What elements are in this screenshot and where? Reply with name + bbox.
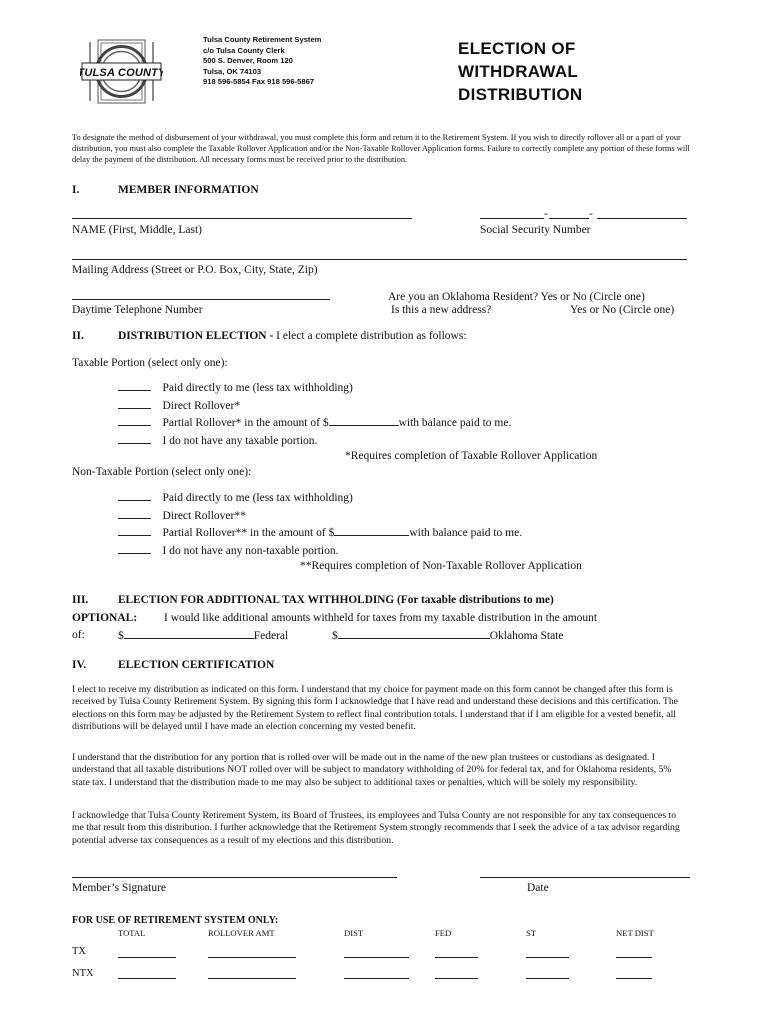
optional-label: OPTIONAL:: [72, 612, 138, 624]
taxable-option-blank[interactable]: [118, 416, 151, 426]
nontaxable-option-blank[interactable]: [118, 491, 151, 501]
nontaxable-option-blank[interactable]: [118, 509, 151, 519]
office-cell[interactable]: [344, 957, 409, 958]
mailing-address-field[interactable]: [72, 259, 687, 260]
phone-label: Daytime Telephone Number: [72, 304, 203, 316]
address-line: c/o Tulsa County Clerk: [203, 45, 285, 55]
nontaxable-heading: Non-Taxable Portion (select only one):: [72, 466, 252, 478]
of-label: of:: [72, 629, 85, 641]
address-line: Tulsa, OK 74103: [203, 66, 262, 76]
ssn-dash: -: [589, 208, 593, 220]
federal-amount-field[interactable]: [124, 629, 254, 639]
office-col-header: FED: [435, 928, 452, 938]
ssn-field-part2[interactable]: [549, 218, 589, 219]
name-field[interactable]: [72, 218, 412, 219]
certification-paragraph-3: I acknowledge that Tulsa County Retirement System, its Board of Trustees, its employees and Tulsa County are not responsible for any tax consequences to me that result from this distribution. I further acknowledge that the Retirement System strongly recommends that I seek the advice of a tax advisor regarding potential adverse tax consequences as a result of my elections and this distribution.: [72, 810, 680, 846]
nontaxable-option-blank[interactable]: [118, 544, 151, 554]
section-2-heading: [118, 330, 467, 342]
taxable-option-blank[interactable]: [118, 381, 151, 391]
taxable-option[interactable]: [118, 398, 511, 416]
certification-paragraph-2: I understand that the distribution for any portion that is rolled over will be made out in the name of the new plan trustees or custodians as designated. I understand that all taxable distributions NOT rolled over will be subject to mandatory withholding of 20% for federal tax, and for Oklahoma residents, 5% state tax. I understand that the distribution made to me may also be subject to additional taxes or penalties, which will be solely my responsibility.: [72, 752, 672, 788]
state-dollar-sign: $: [332, 630, 338, 642]
office-cell[interactable]: [435, 957, 478, 958]
nontaxable-note: **Requires completion of Non-Taxable Rollover Application: [300, 560, 582, 572]
office-col-header: TOTAL: [118, 928, 146, 938]
logo-text: TULSA COUNTY: [80, 67, 163, 79]
office-cell[interactable]: [208, 957, 296, 958]
form-title: [458, 37, 582, 106]
mailing-address-label: Mailing Address (Street or P.O. Box, City, State, Zip): [72, 264, 318, 276]
federal-dollar-sign: $: [118, 630, 124, 642]
section-2-number: II.: [72, 330, 84, 342]
ssn-field-part1[interactable]: [480, 218, 544, 219]
office-row-label: TX: [72, 946, 86, 957]
office-col-header: ROLLOVER AMT: [208, 928, 275, 938]
office-cell[interactable]: [526, 957, 569, 958]
taxable-note: *Requires completion of Taxable Rollover Application: [345, 450, 598, 462]
certification-paragraph-1: I elect to receive my distribution as indicated on this form. I understand that my choice for payment made on this form cannot be changed after this form is received by Tulsa County Retirement System. By signing this form I acknowledge that I have read and understand these decisions and this certification. The elections on this form may be adjusted by the Retirement System to reflect final contribution totals. I understand that if I am eligible for a vested benefit, all distributions will be delayed until I have made an election concerning my vested benefit.: [72, 684, 678, 732]
taxable-option-label: I do not have any taxable portion.: [162, 434, 318, 447]
office-cell[interactable]: [616, 957, 652, 958]
intro-paragraph: To designate the method of disbursement of your withdrawal, you must complete this form and return it to the Retirement System. If you wish to directly rollover all or a part of your distribution, you must also complete the Taxable Rollover Application and/or the Non-Taxable Rollover Application forms. Failure to correctly complete any portion of these forms will delay the payment of the distribution. All necessary forms must be received prior to the distribution.: [72, 133, 690, 165]
address-line: 500 S. Denver, Room 120: [203, 56, 293, 65]
nontaxable-partial-amount-field[interactable]: [334, 526, 409, 536]
federal-label: Federal: [253, 630, 289, 642]
nontaxable-option[interactable]: [118, 543, 522, 561]
title-line: WITHDRAWAL: [458, 62, 579, 81]
taxable-option-blank[interactable]: [118, 434, 151, 444]
new-address-answer[interactable]: Yes or No (Circle one): [570, 304, 675, 316]
nontaxable-partial-tail: with balance paid to me.: [409, 527, 523, 539]
section-3-number: III.: [72, 594, 89, 606]
section-2-title: DISTRIBUTION ELECTION -: [118, 330, 277, 342]
new-address-question: Is this a new address?: [391, 304, 492, 316]
taxable-option-blank[interactable]: [118, 399, 151, 409]
section-1-title: MEMBER INFORMATION: [118, 184, 259, 196]
office-cell[interactable]: [526, 978, 569, 979]
address-block: [203, 35, 321, 88]
taxable-partial-tail: with balance paid to me.: [398, 417, 512, 429]
ssn-dash: -: [544, 208, 548, 220]
state-amount-field[interactable]: [338, 629, 490, 639]
nontaxable-option-label: Paid directly to me (less tax withholding): [162, 492, 353, 504]
office-cell[interactable]: [344, 978, 409, 979]
nontaxable-option-label: Partial Rollover** in the amount of $: [162, 527, 335, 539]
title-line: DISTRIBUTION: [458, 85, 583, 104]
office-col-header: ST: [526, 928, 537, 938]
nontaxable-option[interactable]: [118, 490, 522, 508]
nontaxable-option[interactable]: [118, 508, 522, 526]
ssn-label: Social Security Number: [480, 224, 591, 236]
tulsa-county-logo: [80, 38, 163, 105]
taxable-option[interactable]: [118, 415, 511, 433]
oklahoma-resident-question[interactable]: Are you an Oklahoma Resident? Yes or No (Circle one): [388, 291, 645, 303]
office-cell[interactable]: [435, 978, 478, 979]
taxable-option-label: Direct Rollover*: [162, 399, 241, 412]
taxable-heading: Taxable Portion (select only one):: [72, 357, 228, 369]
taxable-option-label: Partial Rollover* in the amount of $: [162, 417, 329, 429]
office-row-label: NTX: [72, 968, 94, 979]
office-use-heading: FOR USE OF RETIREMENT SYSTEM ONLY:: [72, 915, 279, 926]
office-col-header: DIST: [344, 928, 364, 938]
office-cell[interactable]: [118, 957, 176, 958]
office-cell[interactable]: [208, 978, 296, 979]
tulsa-county-seal-icon: [80, 38, 163, 105]
section-2-title-rest: I elect a complete distribution as follows:: [276, 330, 467, 342]
phone-field[interactable]: [72, 299, 330, 300]
taxable-option[interactable]: [118, 380, 511, 398]
signature-label: Member’s Signature: [72, 882, 167, 894]
nontaxable-options-list: [118, 490, 522, 560]
federal-amount: [118, 629, 288, 642]
section-3-title: ELECTION FOR ADDITIONAL TAX WITHHOLDING (For taxable distributions to me): [118, 594, 554, 606]
name-label: NAME (First, Middle, Last): [72, 224, 203, 236]
office-col-header: NET DIST: [616, 928, 654, 938]
optional-text: I would like additional amounts withheld for taxes from my taxable distribution in the amount: [164, 612, 598, 624]
state-amount: [332, 629, 564, 642]
date-field[interactable]: [480, 877, 690, 878]
taxable-option-label: Paid directly to me (less tax withholding): [162, 382, 353, 394]
office-cell[interactable]: [118, 978, 176, 979]
nontaxable-option-label: I do not have any non-taxable portion.: [162, 544, 339, 557]
section-1-number: I.: [72, 184, 80, 196]
taxable-partial-amount-field[interactable]: [329, 416, 399, 426]
section-4-number: IV.: [72, 659, 87, 671]
section-4-title: ELECTION CERTIFICATION: [118, 659, 275, 671]
nontaxable-option-blank[interactable]: [118, 526, 151, 536]
date-label: Date: [527, 882, 549, 894]
address-line: Tulsa County Retirement System: [203, 35, 322, 44]
taxable-option[interactable]: [118, 433, 511, 451]
signature-field[interactable]: [72, 877, 397, 878]
title-line: ELECTION OF: [458, 39, 576, 58]
nontaxable-option-label: Direct Rollover**: [162, 509, 246, 522]
taxable-options-list: [118, 380, 511, 450]
nontaxable-option[interactable]: [118, 525, 522, 543]
ssn-field-part3[interactable]: [597, 218, 687, 219]
address-line: 918 596-5854 Fax 918 596-5867: [203, 77, 315, 86]
state-label: Oklahoma State: [489, 630, 564, 642]
office-cell[interactable]: [616, 978, 652, 979]
